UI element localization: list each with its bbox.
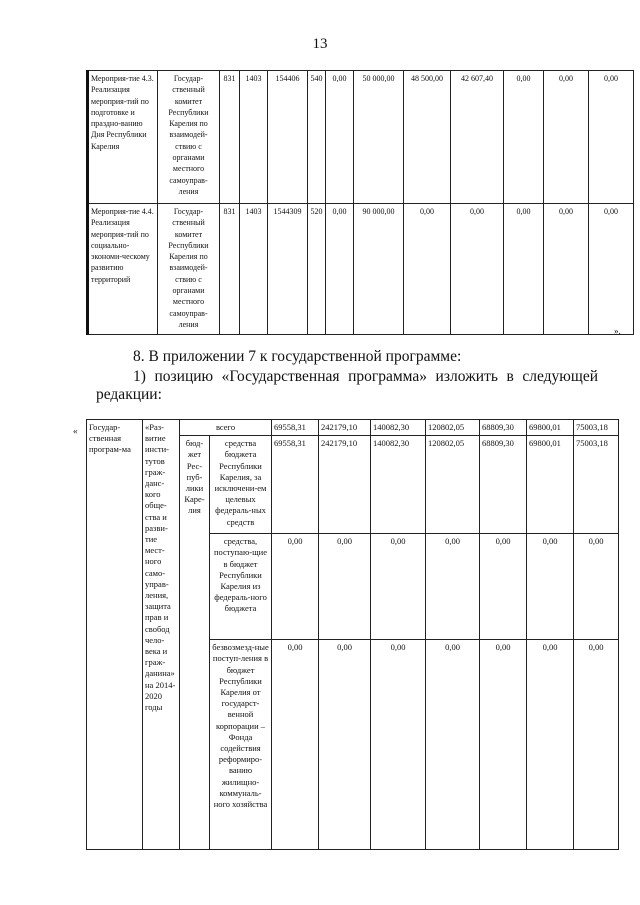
value-cell: 0,00	[371, 534, 426, 640]
value-cell: 0,00	[272, 640, 319, 850]
grbs-cell: 831	[220, 204, 240, 335]
source-label: средства, поступаю-щие в бюджет Республики Карелия из федераль-ного бюджета	[210, 534, 272, 640]
vr-cell: 520	[308, 204, 326, 335]
value-cell: 0,00	[326, 71, 354, 204]
table-row	[88, 71, 634, 204]
total-label: всего	[180, 420, 272, 436]
value-cell: 242179,10	[319, 436, 371, 534]
measures-table	[86, 70, 634, 335]
value-cell: 120802,05	[426, 436, 480, 534]
budget-label: бюд-жет Рес-пуб-лики Каре-лия	[180, 436, 210, 850]
table-row	[88, 204, 634, 335]
executor-cell: Государ-ственный комитет Республики Карелия по взаимодей-ствию с органами местного самоуправ-ления	[158, 204, 220, 335]
paragraph-1-line1: 1) позицию «Государственная программа» изложить в следующей	[133, 368, 598, 385]
value-cell: 0,00	[544, 204, 589, 335]
paragraph-1-line2: редакции:	[96, 386, 162, 403]
value-cell: 0,00	[371, 640, 426, 850]
value-cell: 75003,18	[574, 436, 619, 534]
value-cell: 0,00	[319, 534, 371, 640]
paragraph-8: 8. В приложении 7 к государственной программе:	[133, 348, 462, 365]
rzpr-cell: 1403	[240, 71, 268, 204]
grbs-cell: 831	[220, 71, 240, 204]
csr-cell: 154406	[268, 71, 308, 204]
value-cell: 140082,30	[371, 420, 426, 436]
value-cell: 0,00	[426, 534, 480, 640]
value-cell: 0,00	[504, 71, 544, 204]
value-cell: 0,00	[504, 204, 544, 335]
closing-quote: ».	[614, 326, 621, 336]
value-cell: 0,00	[451, 204, 504, 335]
value-cell: 75003,18	[574, 420, 619, 436]
value-cell: 69800,01	[527, 436, 574, 534]
value-cell: 140082,30	[371, 436, 426, 534]
value-cell: 0,00	[589, 71, 634, 204]
table-row	[87, 420, 619, 436]
measure-name: Мероприя-тие 4.4. Реализация мероприя-тий по социально-экономи-ческому развитию территорий	[88, 204, 158, 335]
executor-cell: Государ-ственный комитет Республики Карелия по взаимодей-ствию с органами местного самоуправ-ления	[158, 71, 220, 204]
value-cell: 242179,10	[319, 420, 371, 436]
value-cell: 0,00	[480, 534, 527, 640]
value-cell: 50 000,00	[354, 71, 404, 204]
value-cell: 90 000,00	[354, 204, 404, 335]
value-cell: 0,00	[589, 204, 634, 335]
status-cell: Государ-ственная програм-ма	[87, 420, 143, 850]
page-number: 13	[312, 36, 328, 52]
value-cell: 0,00	[319, 640, 371, 850]
value-cell: 68809,30	[480, 420, 527, 436]
value-cell: 42 607,40	[451, 71, 504, 204]
value-cell: 69558,31	[272, 436, 319, 534]
value-cell: 0,00	[574, 640, 619, 850]
opening-quote: «	[73, 426, 78, 436]
program-name-cell: «Раз-витие инсти-тутов граж-данс-кого обще-ства и разви-тие мест-ного само-управ-ления, защита прав и свобод чело-века и граж-данина» на 2014-2020 годы	[143, 420, 180, 850]
vr-cell: 540	[308, 71, 326, 204]
value-cell: 0,00	[574, 534, 619, 640]
value-cell: 120802,05	[426, 420, 480, 436]
program-funding-table	[86, 419, 619, 850]
value-cell: 68809,30	[480, 436, 527, 534]
value-cell: 48 500,00	[404, 71, 451, 204]
value-cell: 0,00	[527, 534, 574, 640]
csr-cell: 1544309	[268, 204, 308, 335]
value-cell: 0,00	[272, 534, 319, 640]
value-cell: 0,00	[527, 640, 574, 850]
value-cell: 0,00	[480, 640, 527, 850]
source-label: средства бюджета Республики Карелия, за исключени-ем целевых федераль-ных средств	[210, 436, 272, 534]
source-label: безвозмезд-ные поступ-ления в бюджет Республики Карелия от государст-венной корпорации – Фонда содействия реформиро-ванию жилищно-коммуналь-ного хозяйства	[210, 640, 272, 850]
value-cell: 0,00	[544, 71, 589, 204]
measure-name: Мероприя-тие 4.3. Реализация мероприя-тий по подготовке и праздно-ванию Дня Республики Карелия	[88, 71, 158, 204]
value-cell: 0,00	[426, 640, 480, 850]
value-cell: 0,00	[326, 204, 354, 335]
value-cell: 0,00	[404, 204, 451, 335]
rzpr-cell: 1403	[240, 204, 268, 335]
value-cell: 69800,01	[527, 420, 574, 436]
value-cell: 69558,31	[272, 420, 319, 436]
